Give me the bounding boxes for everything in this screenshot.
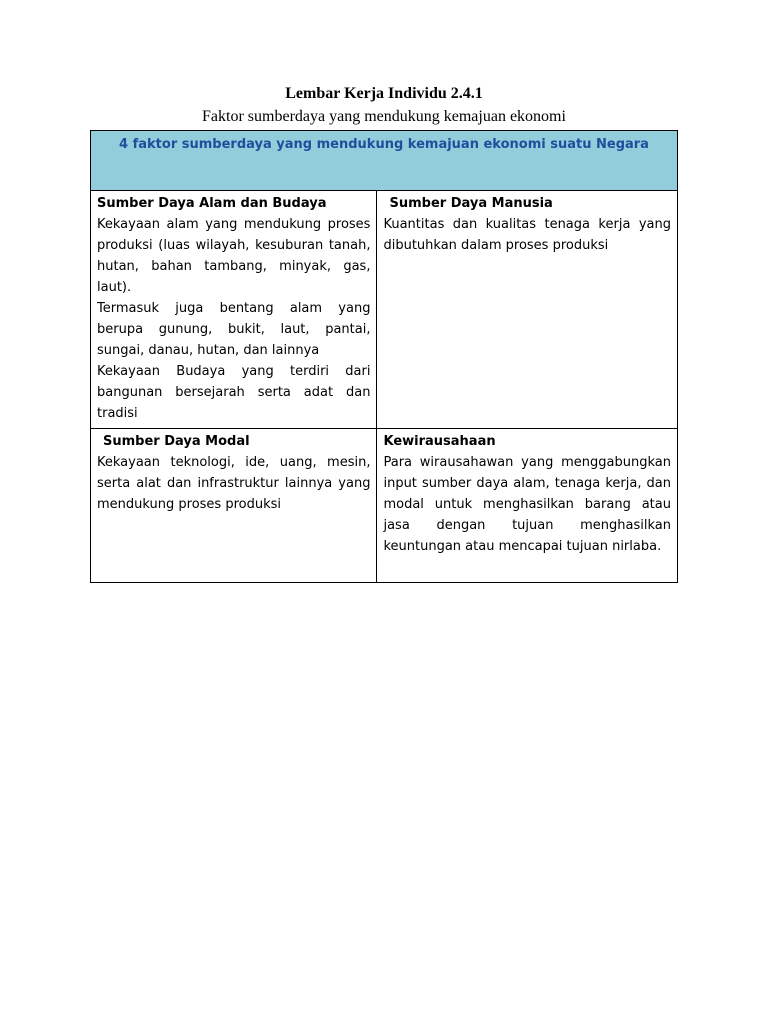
cell-text: Kekayaan teknologi, ide, uang, mesin, serta alat dan infrastruktur lainnya yang mendukung proses produksi [97,455,371,512]
table-row [91,191,678,429]
table-header-row [91,131,678,191]
cell-heading: Kewirausahaan [383,434,496,449]
cell-sumber-daya-alam [91,191,377,429]
cell-heading: Sumber Daya Alam dan Budaya [97,196,327,211]
cell-text: Kekayaan alam yang mendukung proses produksi (luas wilayah, kesuburan tanah, hutan, bahan tambang, minyak, gas, laut). [97,217,371,295]
cell-sumber-daya-modal [91,429,377,583]
cell-text: Kekayaan Budaya yang terdiri dari bangunan bersejarah serta adat dan tradisi [97,364,371,421]
cell-heading: Sumber Daya Modal [103,434,250,449]
cell-kewirausahaan [377,429,678,583]
table-header: 4 faktor sumberdaya yang mendukung kemajuan ekonomi suatu Negara [91,131,678,191]
cell-sumber-daya-manusia [377,191,678,429]
worksheet-table [90,130,678,583]
cell-heading: Sumber Daya Manusia [389,196,553,211]
cell-text: Kuantitas dan kualitas tenaga kerja yang dibutuhkan dalam proses produksi [383,217,671,253]
cell-text: Para wirausahawan yang menggabungkan input sumber daya alam, tenaga kerja, dan modal untuk menghasilkan barang atau jasa dengan tujuan menghasilkan keuntungan atau mencapai tujuan nirlaba. [383,455,671,554]
table-row [91,429,678,583]
cell-text: Termasuk juga bentang alam yang berupa gunung, bukit, laut, pantai, sungai, danau, hutan, dan lainnya [97,301,371,358]
page-subtitle: Faktor sumberdaya yang mendukung kemajuan ekonomi [202,108,566,125]
page-title: Lembar Kerja Individu 2.4.1 [285,85,483,102]
